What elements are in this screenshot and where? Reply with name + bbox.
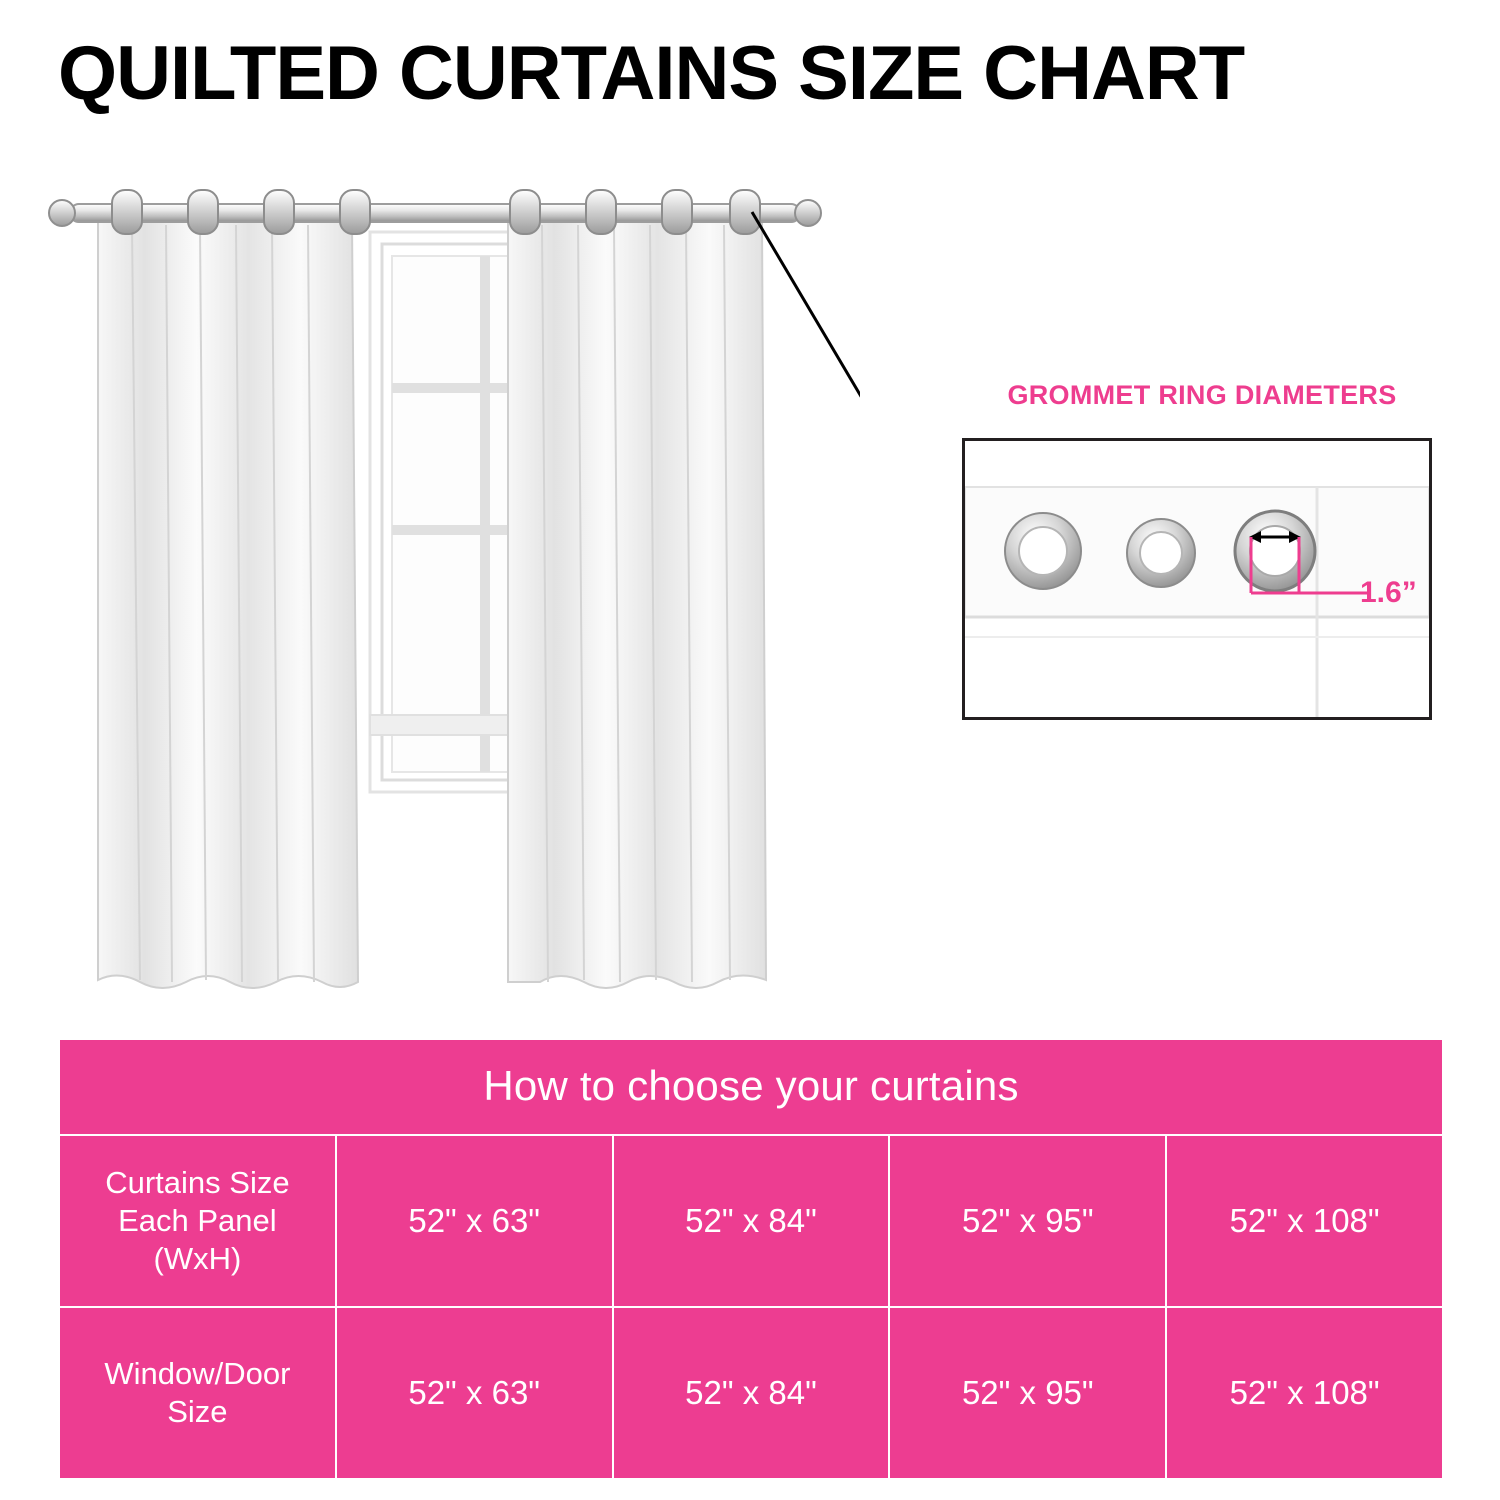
row-label-line-2: Size [167, 1394, 228, 1429]
row-label-line-1: Window/Door [104, 1356, 291, 1392]
curtain-illustration-svg [40, 170, 860, 1020]
cell-window-size-1: 52" x 63" [336, 1307, 613, 1479]
curtain-illustration [40, 170, 860, 1020]
cell-window-size-4: 52" x 108" [1166, 1307, 1443, 1479]
cell-panel-size-1: 52" x 63" [336, 1135, 613, 1307]
row-label-line-3: (WxH) [153, 1240, 242, 1276]
cell-panel-size-3: 52" x 95" [889, 1135, 1166, 1307]
row-label-curtains-size [59, 1135, 336, 1307]
table-title: How to choose your curtains [59, 1039, 1443, 1135]
grommet-ring-3-measured [1235, 511, 1315, 591]
table-row-panel-size [59, 1135, 1443, 1307]
left-curtain-panel [98, 222, 358, 988]
cell-panel-size-2: 52" x 84" [613, 1135, 890, 1307]
row-label-line-2: Each Panel [118, 1203, 277, 1239]
curtain-rod [49, 200, 821, 226]
size-table-wrapper [58, 1038, 1444, 1480]
table-row-window-size [59, 1307, 1443, 1479]
row-label-line-1: Curtains Size [105, 1165, 290, 1201]
grommet-detail-panel [962, 380, 1442, 730]
cell-window-size-2: 52" x 84" [613, 1307, 890, 1479]
grommet-ring-2 [1127, 519, 1195, 587]
page-title: QUILTED CURTAINS SIZE CHART [58, 31, 1245, 116]
grommet-diameter-label: 1.6” [1360, 576, 1417, 609]
grommet-detail-title: GROMMET RING DIAMETERS [1007, 380, 1397, 410]
table-header-row [59, 1039, 1443, 1135]
callout-arrow [752, 212, 860, 530]
size-table [58, 1038, 1444, 1480]
cell-panel-size-4: 52" x 108" [1166, 1135, 1443, 1307]
row-label-window-door-size [59, 1307, 336, 1479]
cell-window-size-3: 52" x 95" [889, 1307, 1166, 1479]
right-curtain-panel [508, 222, 766, 988]
grommet-ring-1 [1005, 513, 1081, 589]
